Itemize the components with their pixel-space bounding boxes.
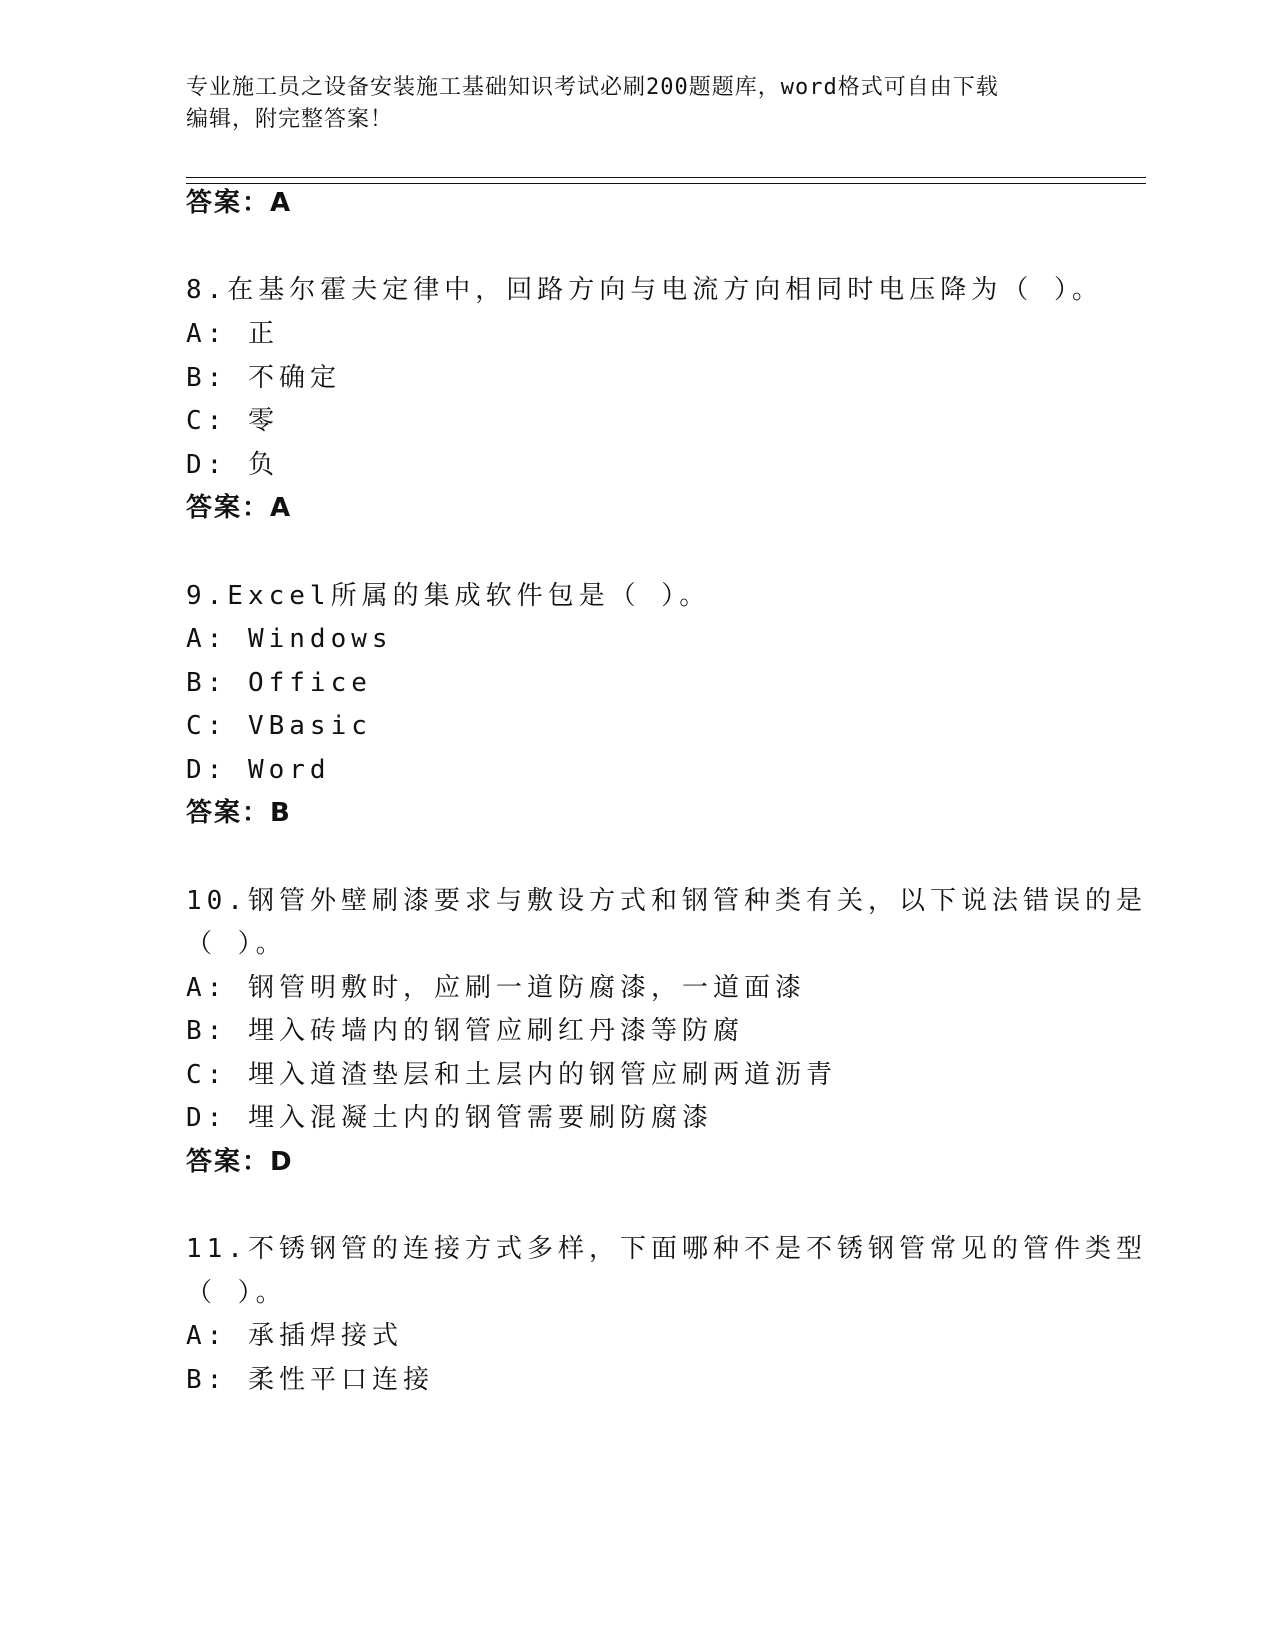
option-b: B: Office (186, 668, 372, 698)
header-line-2: 编辑，附完整答案！ (186, 107, 394, 132)
option-a: A: 承插焊接式 (186, 1321, 403, 1351)
question-stem-continuation: （ ）。 (186, 929, 287, 959)
answer-line: 答案：A (186, 188, 293, 218)
option-b: B: 不确定 (186, 363, 341, 393)
header-divider-bottom (186, 183, 1146, 184)
question-stem: 11.不锈钢管的连接方式多样，下面哪种不是不锈钢管常见的管件类型 (186, 1234, 1147, 1264)
option-c: C: VBasic (186, 711, 372, 741)
option-d: D: 负 (186, 450, 279, 480)
question-stem: 10.钢管外壁刷漆要求与敷设方式和钢管种类有关，以下说法错误的是 (186, 886, 1147, 916)
option-c: C: 零 (186, 406, 279, 436)
answer-line: 答案：A (186, 493, 293, 523)
header-divider-top (186, 177, 1146, 178)
option-a: A: 正 (186, 319, 279, 349)
option-a: A: Windows (186, 624, 393, 654)
option-d: D: Word (186, 755, 331, 785)
answer-line: 答案：B (186, 798, 292, 828)
header-line-1: 专业施工员之设备安装施工基础知识考试必刷200题题库，word格式可自由下载 (186, 75, 999, 100)
answer-line: 答案：D (186, 1147, 294, 1177)
option-b: B: 埋入砖墙内的钢管应刷红丹漆等防腐 (186, 1016, 744, 1046)
option-d: D: 埋入混凝土内的钢管需要刷防腐漆 (186, 1103, 713, 1133)
question-stem: 9.Excel所属的集成软件包是（ ）。 (186, 581, 711, 611)
option-c: C: 埋入道渣垫层和土层内的钢管应刷两道沥青 (186, 1060, 837, 1090)
option-b: B: 柔性平口连接 (186, 1365, 434, 1395)
question-stem: 8.在基尔霍夫定律中，回路方向与电流方向相同时电压降为（ ）。 (186, 275, 1103, 305)
document-header (186, 72, 1066, 136)
option-a: A: 钢管明敷时，应刷一道防腐漆，一道面漆 (186, 973, 806, 1003)
question-stem-continuation: （ ）。 (186, 1278, 287, 1308)
